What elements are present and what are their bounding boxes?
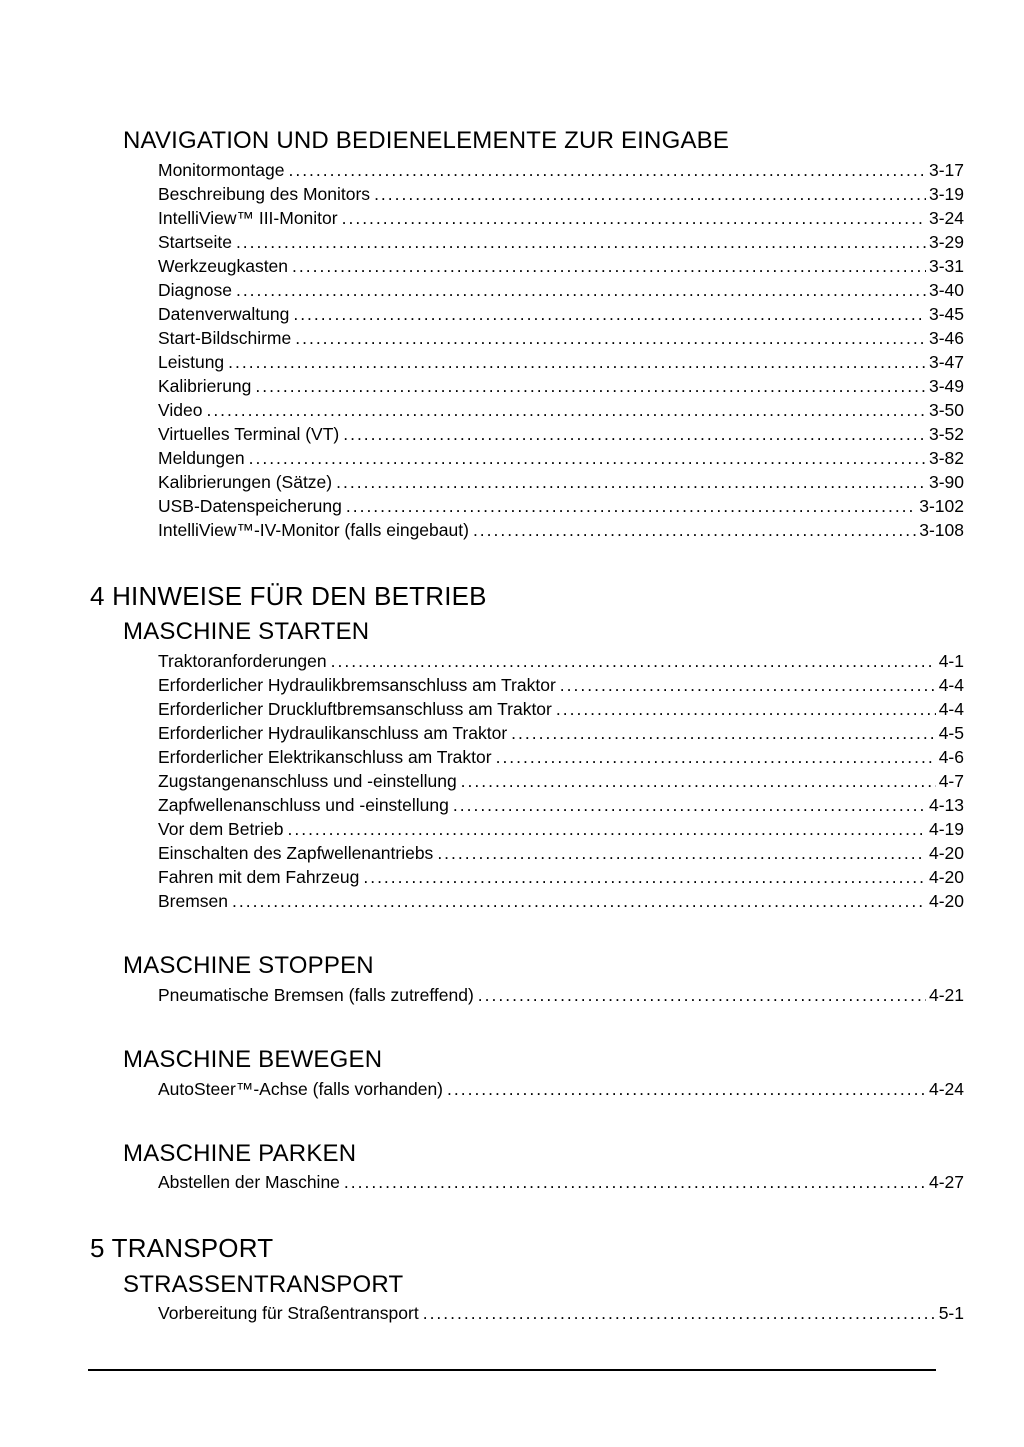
entry-label: Abstellen der Maschine <box>158 1172 340 1193</box>
entry-label: Fahren mit dem Fahrzeug <box>158 866 360 887</box>
entry-label: Erforderlicher Elektrikanschluss am Traktor <box>158 746 492 767</box>
page-number: 3-82 <box>928 447 964 468</box>
toc-entry <box>90 398 964 422</box>
toc-entry <box>90 721 964 745</box>
entry-label: IntelliView™ III-Monitor <box>158 207 338 228</box>
footer-rule <box>88 1369 936 1371</box>
toc-entry <box>90 326 964 350</box>
page-number: 3-29 <box>928 231 964 252</box>
dot-leader <box>287 817 925 841</box>
toc-entry <box>90 865 964 889</box>
dot-leader <box>478 983 926 1007</box>
dot-leader <box>206 398 926 422</box>
dot-leader <box>255 374 926 398</box>
dot-leader <box>292 254 926 278</box>
page-number: 4-20 <box>928 842 964 863</box>
section-title: MASCHINE PARKEN <box>123 1139 357 1167</box>
entry-label: Werkzeugkasten <box>158 255 289 276</box>
toc-section-block <box>90 1141 964 1195</box>
dot-leader <box>473 518 916 542</box>
toc-entry <box>90 230 964 254</box>
dot-leader <box>331 649 936 673</box>
dot-leader <box>249 446 926 470</box>
toc-entry <box>90 841 964 865</box>
page-number: 3-49 <box>928 375 964 396</box>
toc-entry <box>90 745 964 769</box>
entry-label: Start-Bildschirme <box>158 327 292 348</box>
entry-label: IntelliView™-IV-Monitor (falls eingebaut) <box>158 519 469 540</box>
toc-entry <box>90 494 964 518</box>
dot-leader <box>288 158 926 182</box>
entry-label: Traktoranforderungen <box>158 650 327 671</box>
toc-entry <box>90 278 964 302</box>
entry-list <box>90 158 964 542</box>
toc-entry <box>90 254 964 278</box>
entry-label: Bremsen <box>158 890 229 911</box>
chapter-title: 5 TRANSPORT <box>90 1233 274 1264</box>
page-number: 3-108 <box>919 519 964 540</box>
page-number: 3-46 <box>928 327 964 348</box>
section-title: MASCHINE STOPPEN <box>123 951 374 979</box>
page-number: 3-40 <box>928 279 964 300</box>
toc-section-block <box>90 582 964 611</box>
entry-list <box>90 1301 964 1325</box>
page-number: 3-24 <box>928 207 964 228</box>
dot-leader <box>560 673 936 697</box>
page-number: 3-50 <box>928 399 964 420</box>
page-number: 3-17 <box>928 159 964 180</box>
toc-entry <box>90 1301 964 1325</box>
page-number: 3-102 <box>919 495 964 516</box>
entry-list <box>90 649 964 913</box>
page-number: 4-21 <box>928 984 964 1005</box>
page-number: 4-19 <box>928 818 964 839</box>
entry-label: Einschalten des Zapfwellenantriebs <box>158 842 434 863</box>
dot-leader <box>374 182 926 206</box>
entry-label: Kalibrierungen (Sätze) <box>158 471 333 492</box>
toc <box>90 128 964 1325</box>
page-number: 4-4 <box>938 698 964 719</box>
entry-label: USB-Datenspeicherung <box>158 495 342 516</box>
page-number: 4-1 <box>938 650 964 671</box>
page-number: 4-4 <box>938 674 964 695</box>
entry-label: Vor dem Betrieb <box>158 818 284 839</box>
page-number: 4-7 <box>938 770 964 791</box>
toc-entry <box>90 374 964 398</box>
dot-leader <box>363 865 926 889</box>
page-number: 4-6 <box>938 746 964 767</box>
section-title: MASCHINE STARTEN <box>123 617 370 645</box>
toc-entry <box>90 673 964 697</box>
entry-label: Zapfwellenanschluss und -einstellung <box>158 794 449 815</box>
dot-leader <box>236 230 926 254</box>
page-number: 3-47 <box>928 351 964 372</box>
toc-section-block <box>90 1234 964 1263</box>
entry-label: Erforderlicher Hydraulikbremsanschluss am Traktor <box>158 674 556 695</box>
toc-section-block <box>90 1047 964 1101</box>
entry-label: Monitormontage <box>158 159 285 180</box>
entry-list <box>90 1077 964 1101</box>
toc-entry <box>90 889 964 913</box>
toc-entry <box>90 817 964 841</box>
entry-label: Diagnose <box>158 279 232 300</box>
dot-leader <box>437 841 926 865</box>
page-number: 4-13 <box>928 794 964 815</box>
page-number: 3-31 <box>928 255 964 276</box>
page-number: 3-45 <box>928 303 964 324</box>
toc-section-block <box>90 1272 964 1326</box>
entry-label: AutoSteer™-Achse (falls vorhanden) <box>158 1078 443 1099</box>
entry-label: Kalibrierung <box>158 375 252 396</box>
chapter-title: 4 HINWEISE FÜR DEN BETRIEB <box>90 580 487 611</box>
toc-entry <box>90 649 964 673</box>
toc-entry <box>90 446 964 470</box>
toc-entry <box>90 422 964 446</box>
dot-leader <box>295 326 926 350</box>
toc-section-block <box>90 128 964 542</box>
dot-leader <box>511 721 936 745</box>
dot-leader <box>453 793 926 817</box>
toc-entry <box>90 206 964 230</box>
toc-section-block <box>90 619 964 913</box>
dot-leader <box>344 1170 926 1194</box>
toc-entry <box>90 470 964 494</box>
entry-label: Startseite <box>158 231 232 252</box>
toc-entry <box>90 1170 964 1194</box>
page-number: 4-27 <box>928 1172 964 1193</box>
dot-leader <box>228 350 926 374</box>
entry-label: Leistung <box>158 351 225 372</box>
section-title: MASCHINE BEWEGEN <box>123 1045 383 1073</box>
toc-entry <box>90 518 964 542</box>
page-number: 4-20 <box>928 866 964 887</box>
toc-entry <box>90 1077 964 1101</box>
dot-leader <box>236 278 926 302</box>
dot-leader <box>496 745 936 769</box>
toc-entry <box>90 983 964 1007</box>
dot-leader <box>342 206 926 230</box>
entry-label: Beschreibung des Monitors <box>158 183 371 204</box>
section-title: STRASSENTRANSPORT <box>123 1270 404 1298</box>
dot-leader <box>293 302 926 326</box>
toc-section-block <box>90 953 964 1007</box>
toc-entry <box>90 302 964 326</box>
dot-leader <box>447 1077 926 1101</box>
dot-leader <box>232 889 926 913</box>
dot-leader <box>461 769 936 793</box>
entry-list <box>90 1170 964 1194</box>
entry-label: Meldungen <box>158 447 245 468</box>
toc-entry <box>90 182 964 206</box>
page-number: 3-90 <box>928 471 964 492</box>
page-number: 4-20 <box>928 890 964 911</box>
entry-label: Virtuelles Terminal (VT) <box>158 423 340 444</box>
dot-leader <box>343 422 926 446</box>
dot-leader <box>346 494 916 518</box>
entry-label: Zugstangenanschluss und -einstellung <box>158 770 457 791</box>
page-number: 3-52 <box>928 423 964 444</box>
entry-label: Video <box>158 399 203 420</box>
toc-entry <box>90 158 964 182</box>
dot-leader <box>336 470 926 494</box>
entry-label: Pneumatische Bremsen (falls zutreffend) <box>158 984 474 1005</box>
entry-label: Erforderlicher Hydraulikanschluss am Traktor <box>158 722 508 743</box>
entry-list <box>90 983 964 1007</box>
page-number: 4-24 <box>928 1078 964 1099</box>
entry-label: Datenverwaltung <box>158 303 290 324</box>
page-number: 3-19 <box>928 183 964 204</box>
toc-entry <box>90 793 964 817</box>
toc-entry <box>90 769 964 793</box>
dot-leader <box>556 697 936 721</box>
dot-leader <box>423 1301 936 1325</box>
page-number: 5-1 <box>938 1303 964 1324</box>
entry-label: Erforderlicher Druckluftbremsanschluss am Traktor <box>158 698 552 719</box>
toc-entry <box>90 697 964 721</box>
page-number: 4-5 <box>938 722 964 743</box>
section-title: NAVIGATION UND BEDIENELEMENTE ZUR EINGABE <box>123 127 730 154</box>
entry-label: Vorbereitung für Straßentransport <box>158 1303 419 1324</box>
toc-entry <box>90 350 964 374</box>
